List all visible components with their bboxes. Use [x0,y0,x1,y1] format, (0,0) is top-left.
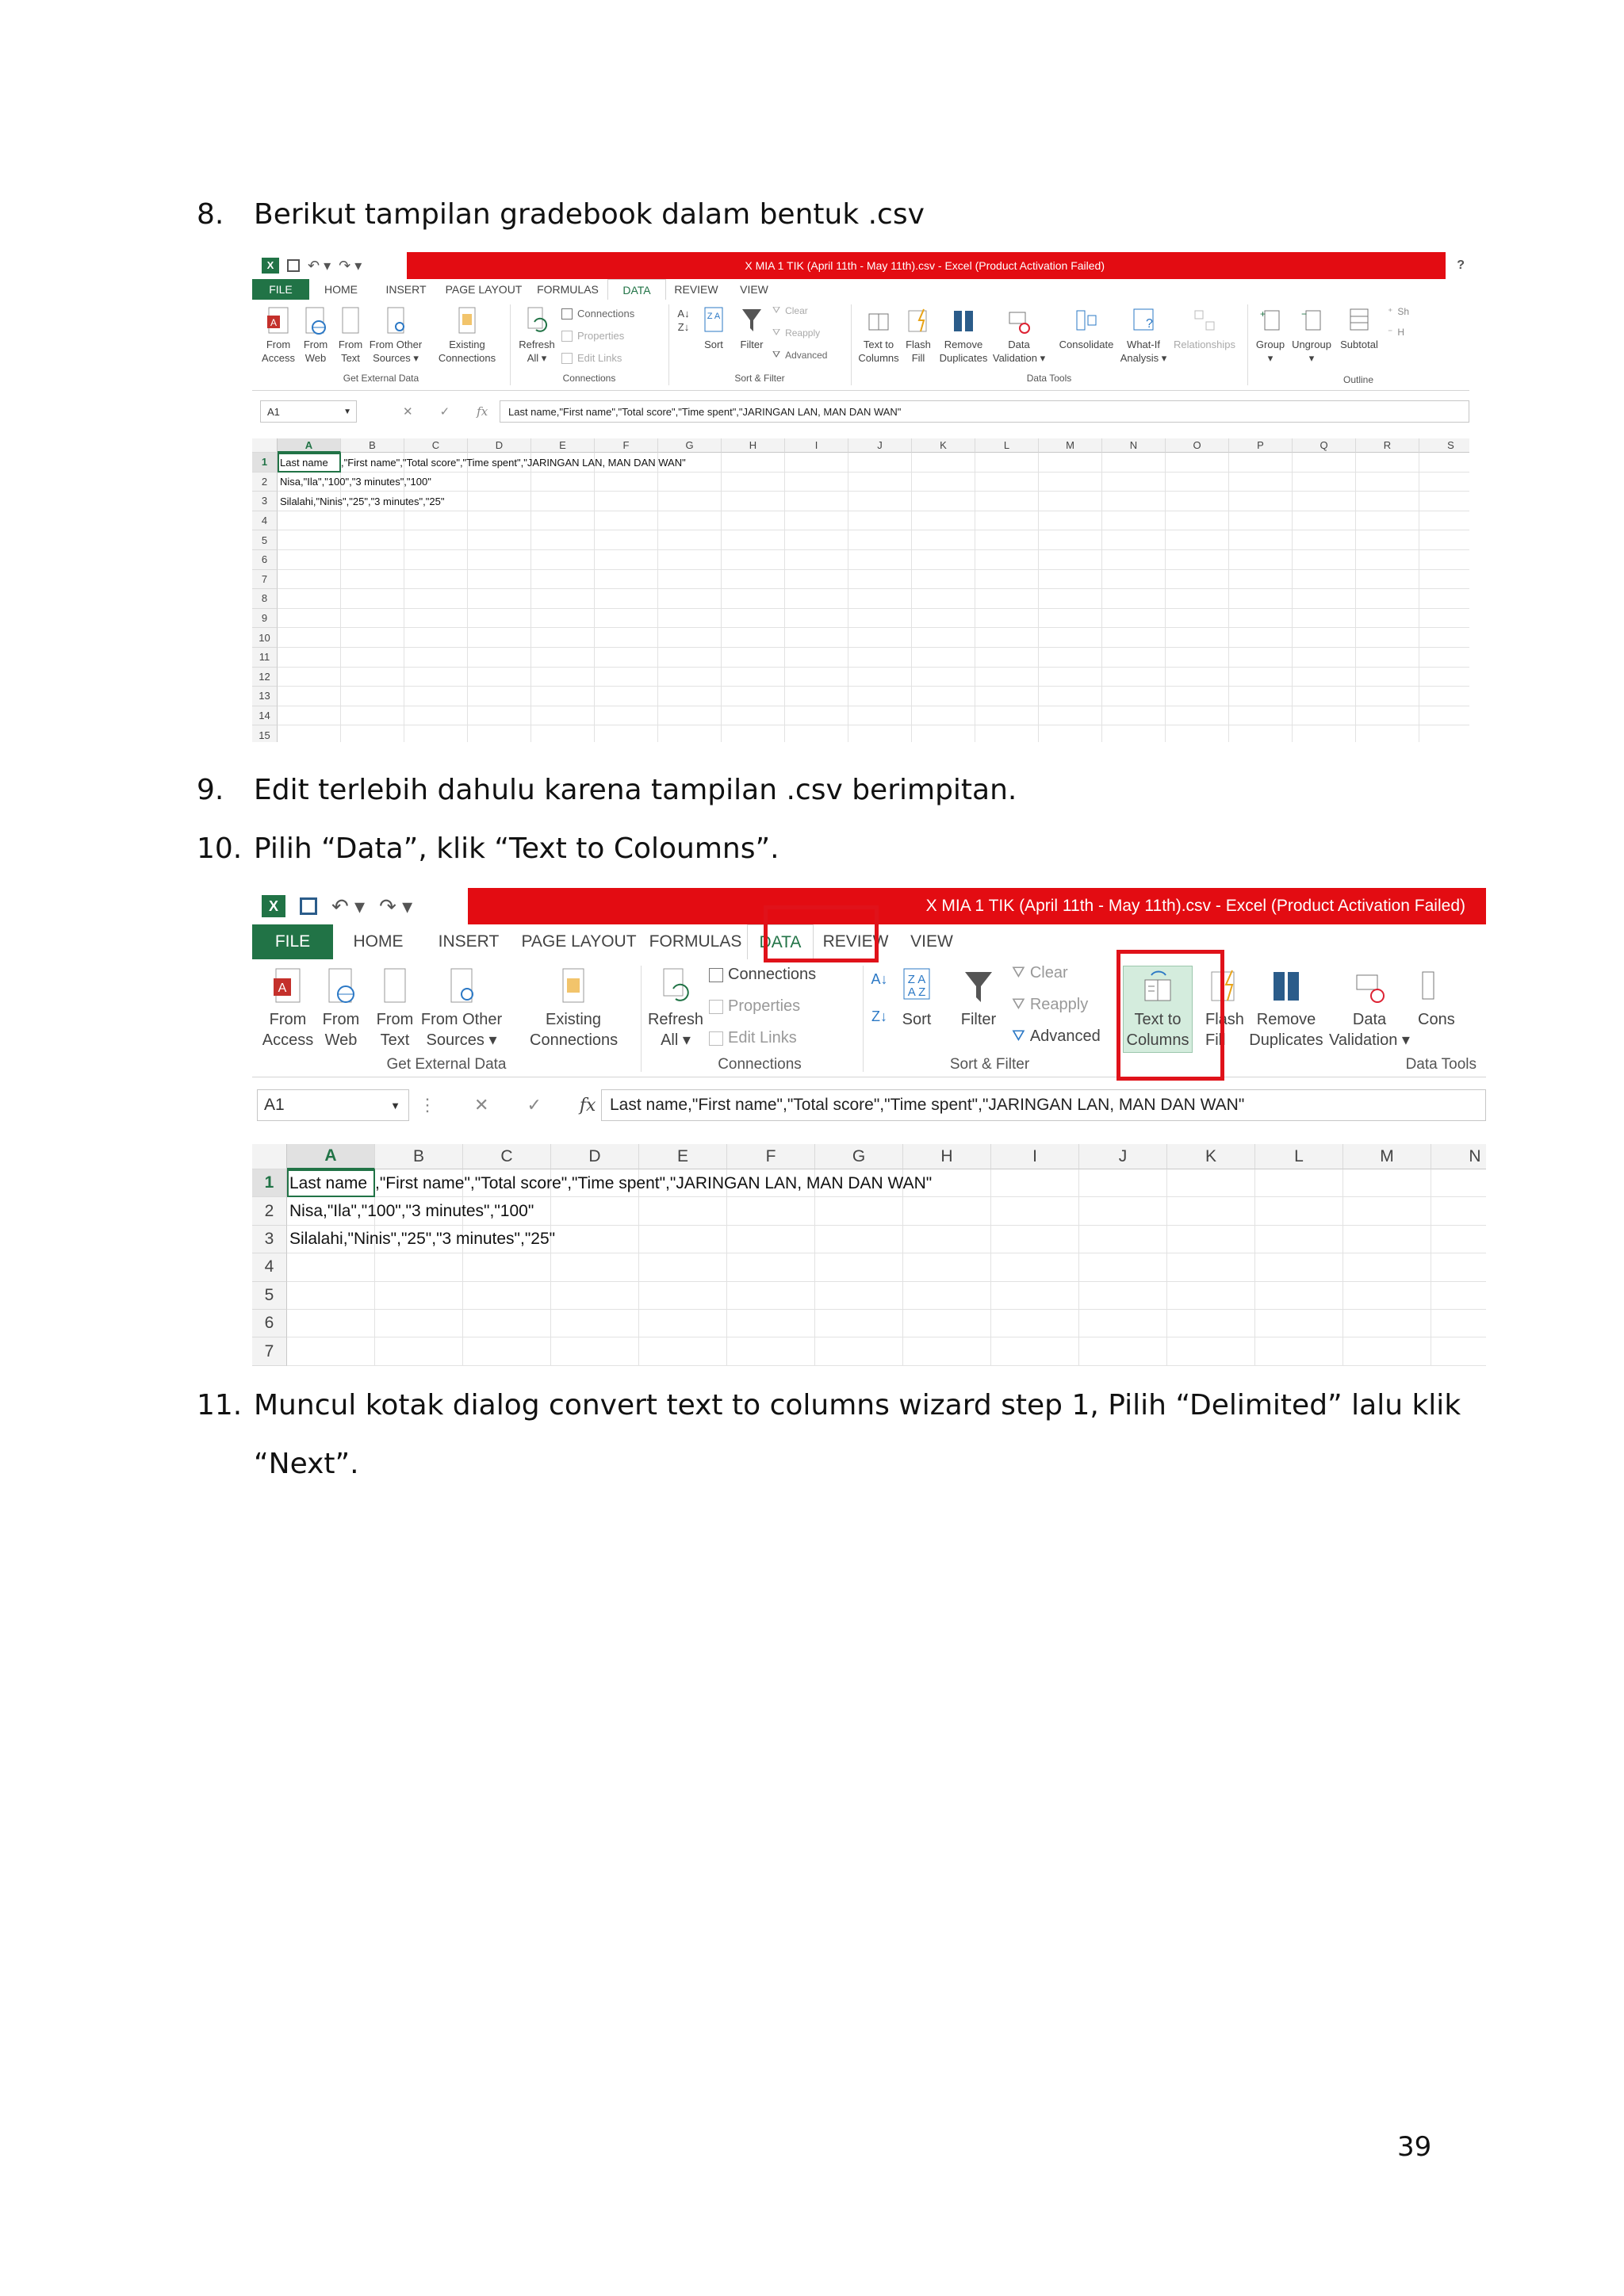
subtotal-button[interactable]: Subtotal [1335,306,1383,352]
from-text-button[interactable]: From Text [371,967,419,1050]
svg-text:Z A: Z A [907,973,926,986]
column-header-j[interactable]: J [848,438,912,453]
column-header-k[interactable]: K [1167,1144,1255,1169]
what-if-icon [1132,306,1155,336]
consolidate-icon [1418,967,1450,1007]
undo-icon[interactable]: ↶ ▾ [331,894,366,918]
row-header-3[interactable]: 3 [252,1226,287,1253]
text-to-columns-icon [867,306,891,336]
row-header-14[interactable]: 14 [252,706,278,726]
row-header-10[interactable]: 10 [252,628,278,648]
group-label-data-tools: Data Tools [1026,373,1072,384]
step-number: 10. [197,832,243,865]
sort-az-button[interactable]: A↓ Z↓ [677,308,690,333]
formula-input[interactable]: Last name,"First name","Total score","Time spent","JARINGAN LAN, MAN DAN WAN" [500,400,1469,423]
column-header-h[interactable]: H [722,438,785,453]
tab-data[interactable]: DATA [607,279,666,300]
column-header-n[interactable]: N [1102,438,1166,453]
remove-duplicates-icon [1270,967,1302,1007]
tab-formulas[interactable]: FORMULAS [537,283,599,296]
clear-button[interactable]: ⛛ Clear [1012,964,1068,982]
refresh-icon [525,306,549,336]
group-label-sort-filter: Sort & Filter [734,373,785,384]
svg-text:−: − [1301,308,1308,320]
cell-a3-text: Silalahi,"Ninis","25","3 minutes","25" [289,1230,556,1249]
column-header-g[interactable]: G [815,1144,903,1169]
column-header-b[interactable]: B [375,1144,463,1169]
show-detail-button[interactable]: ⁺ Sh [1388,306,1410,317]
row-header-7[interactable]: 7 [252,570,278,590]
from-other-sources-button[interactable]: From Other Sources ▾ [420,967,503,1050]
existing-connections-button[interactable]: Existing Connections [530,967,617,1050]
access-icon [266,306,290,336]
sort-az-button[interactable]: A↓ Z↓ [871,971,888,1024]
svg-text:A: A [278,982,287,995]
svg-text:Z A: Z A [707,312,721,321]
svg-text:A Z: A Z [907,985,926,999]
clear-icon: ⛛ [1012,964,1025,982]
column-header-o[interactable]: O [1166,438,1229,453]
hide-detail-button[interactable]: ⁻ H [1388,327,1405,338]
excel-screenshot-1 [252,252,1469,742]
sort-button[interactable]: Z A A Z Sort [894,967,939,1030]
advanced-icon: ⛛ [1012,1027,1025,1045]
row-header-5[interactable]: 5 [252,530,278,550]
step-number: 8. [197,198,224,231]
cell-a1-text: Last name [280,456,328,469]
tab-file[interactable]: FILE [252,924,333,959]
connections-button[interactable]: Connections [561,308,634,320]
tab-file[interactable]: FILE [252,279,309,300]
tab-page-layout[interactable]: PAGE LAYOUT [521,932,637,951]
text-to-columns-button[interactable]: Text to Columns [1123,967,1193,1050]
tab-page-layout[interactable]: PAGE LAYOUT [445,283,523,296]
cell-a1-overflow-text: ,"First name","Total score","Time spent","JARINGAN LAN, MAN DAN WAN" [375,1173,933,1192]
clear-button[interactable]: ⛛ Clear [772,304,808,316]
web-icon [325,967,357,1007]
refresh-icon [660,967,691,1007]
from-access-button[interactable]: A From Access [260,967,316,1050]
text-file-icon [339,306,362,336]
existing-connections-icon [557,967,589,1007]
column-header-a[interactable]: A [287,1144,375,1169]
tab-home[interactable]: HOME [324,283,358,296]
cancel-icon[interactable]: ✕ [474,1095,489,1115]
step-text: Pilih “Data”, klik “Text to Coloumns”. [254,832,779,865]
row-header-12[interactable]: 12 [252,668,278,687]
save-icon[interactable] [300,897,317,915]
flash-fill-button[interactable]: Flash Fill [1205,967,1243,1050]
other-sources-icon [384,306,408,336]
tab-insert[interactable]: INSERT [385,283,427,296]
sort-icon [703,306,725,336]
properties-button[interactable]: Properties [561,330,624,342]
spreadsheet-grid[interactable] [252,438,1469,742]
group-label-outline: Outline [1342,374,1374,385]
redo-icon[interactable]: ↷ ▾ [379,894,413,918]
from-access-button[interactable]: A From Access [259,306,298,365]
window-title: X MIA 1 TIK (April 11th - May 11th).csv - Excel (Product Activation Failed) [407,252,1446,279]
column-header-l[interactable]: L [1255,1144,1343,1169]
column-header-l[interactable]: L [975,438,1039,453]
selected-cell-a1[interactable] [278,453,341,473]
help-icon[interactable]: ? [1457,258,1465,272]
svg-text:+: + [1260,308,1266,320]
insert-function-icon[interactable]: fx [477,404,488,419]
flash-fill-button[interactable]: Flash Fill [902,306,934,365]
column-header-k[interactable]: K [912,438,975,453]
remove-duplicates-button[interactable]: Remove Duplicates [1245,967,1327,1050]
data-validation-button[interactable]: Data Validation ▾ [991,306,1047,365]
sort-button[interactable]: Z A Sort [698,306,730,352]
consolidate-button[interactable]: Consolidate [1053,306,1120,352]
reapply-button[interactable]: ⛛ Reapply [772,327,821,339]
row-header-3[interactable]: 3 [252,492,278,511]
column-header-d[interactable]: D [551,1144,639,1169]
row-header-4[interactable]: 4 [252,1253,287,1281]
group-label-sort-filter: Sort & Filter [949,1056,1030,1073]
row-header-8[interactable]: 8 [252,589,278,609]
step-number: 11. [197,1389,243,1422]
filter-button[interactable]: Filter [955,967,1002,1030]
group-button[interactable]: + Group ▾ [1253,306,1288,365]
redo-icon[interactable]: ↷ ▾ [339,257,362,274]
filter-icon [741,306,763,336]
group-label-get-external-data: Get External Data [343,373,419,384]
connections-button[interactable]: Connections [709,966,816,984]
tab-home[interactable]: HOME [353,932,404,951]
advanced-icon: ⛛ [772,349,781,360]
tab-review[interactable]: REVIEW [674,283,718,296]
data-tab-highlight [764,905,879,962]
text-to-columns-red-highlight [1116,950,1224,1081]
properties-button[interactable]: Properties [709,997,800,1016]
step-text: Edit terlebih dahulu karena tampilan .csv berimpitan. [254,774,1017,806]
column-header-g[interactable]: G [658,438,722,453]
clear-icon: ⛛ [772,304,781,316]
cell-a2-text: Nisa,"Ila","100","3 minutes","100" [289,1202,534,1221]
column-header-m[interactable]: M [1039,438,1102,453]
insert-function-icon[interactable]: fx [579,1095,596,1115]
what-if-analysis-button[interactable]: ? What-If Analysis ▾ [1120,306,1167,365]
column-header-n[interactable]: N [1431,1144,1486,1169]
connections-icon [709,968,723,982]
from-other-sources-button[interactable]: From Other Sources ▾ [368,306,423,365]
edit-links-icon [709,1031,723,1046]
other-sources-icon [446,967,477,1007]
group-label-data-tools: Data Tools [1405,1056,1477,1073]
properties-icon [561,331,573,342]
advanced-button[interactable]: ⛛ Advanced [772,349,828,361]
connections-icon [561,308,573,320]
web-icon [304,306,327,336]
page-number: 39 [1397,2131,1432,2163]
row-header-2[interactable]: 2 [252,1197,287,1225]
existing-connections-button[interactable]: Existing Connections [436,306,498,365]
row-header-13[interactable]: 13 [252,687,278,706]
excel-screenshot-2 [252,888,1486,1367]
select-all-corner[interactable] [252,1144,287,1169]
row-header-6[interactable]: 6 [252,1310,287,1337]
excel-logo-icon: X [262,895,285,917]
row-header-6[interactable]: 6 [252,550,278,570]
name-box[interactable]: A1 ▼ [260,400,357,423]
column-header-p[interactable]: P [1229,438,1293,453]
column-header-c[interactable]: C [404,438,468,453]
step-text: Berikut tampilan gradebook dalam bentuk .csv [254,198,925,231]
properties-icon [709,1000,723,1014]
cell-a2-text: Nisa,"Ila","100","3 minutes","100" [280,476,431,488]
hide-detail-icon: ⁻ [1388,327,1393,338]
row-header-1[interactable]: 1 [252,453,278,473]
column-header-e[interactable]: E [639,1144,727,1169]
tab-view[interactable]: VIEW [910,932,953,951]
row-header-2[interactable]: 2 [252,473,278,492]
edit-links-button[interactable]: Edit Links [561,352,622,364]
column-header-m[interactable]: M [1343,1144,1431,1169]
formula-input[interactable]: Last name,"First name","Total score","Time spent","JARINGAN LAN, MAN DAN WAN" [601,1089,1486,1121]
select-all-corner[interactable] [252,438,278,453]
group-label-connections: Connections [718,1056,802,1073]
reapply-icon: ⛛ [1012,996,1025,1013]
row-header-1[interactable]: 1 [252,1169,287,1197]
text-to-columns-button[interactable]: Text to Columns [856,306,901,365]
edit-links-icon [561,353,573,364]
ungroup-icon [1300,306,1323,336]
selected-cell-a1[interactable] [287,1169,375,1197]
tab-formulas[interactable]: FORMULAS [649,932,742,951]
save-icon[interactable] [287,259,300,272]
cancel-icon[interactable]: ✕ [403,405,413,419]
column-header-f[interactable]: F [595,438,658,453]
data-validation-button[interactable]: Data Validation ▾ [1327,967,1411,1050]
show-detail-icon: ⁺ [1388,306,1393,317]
reapply-button[interactable]: ⛛ Reapply [1012,996,1089,1013]
remove-duplicates-button[interactable]: Remove Duplicates [936,306,991,365]
column-header-i[interactable]: I [785,438,848,453]
tab-data[interactable]: DATA [747,924,814,960]
row-header-4[interactable]: 4 [252,511,278,531]
more-options-icon: ⋮ [419,1095,436,1115]
advanced-button[interactable]: ⛛ Advanced [1012,1027,1101,1045]
relationships-button[interactable]: Relationships [1169,306,1240,352]
relationships-icon [1193,306,1216,336]
step-text: Muncul kotak dialog convert text to columns wizard step 1, Pilih “Delimited” lalu klik [254,1389,1461,1422]
filter-button[interactable]: Filter [736,306,768,352]
column-header-a[interactable]: A [278,438,341,453]
flash-fill-icon [906,306,930,336]
spreadsheet-grid[interactable] [252,1144,1486,1367]
step-11-continued [254,1448,359,1480]
column-header-d[interactable]: D [468,438,531,453]
cell-a1-text: Last name [289,1173,368,1192]
tab-review[interactable]: REVIEW [822,932,889,951]
column-header-s[interactable]: S [1419,438,1469,453]
row-header-9[interactable]: 9 [252,609,278,629]
subtotal-icon [1347,306,1371,336]
enter-icon[interactable]: ✓ [527,1095,542,1115]
consolidate-icon [1074,306,1098,336]
column-header-q[interactable]: Q [1293,438,1356,453]
column-header-b[interactable]: B [341,438,404,453]
column-header-j[interactable]: J [1079,1144,1167,1169]
filter-icon [963,967,994,1007]
edit-links-button[interactable]: Edit Links [709,1029,797,1047]
svg-text:A: A [270,317,278,328]
ungroup-button[interactable]: − Ungroup ▾ [1288,306,1335,365]
group-label-get-external-data: Get External Data [386,1056,507,1073]
svg-text:?: ? [1146,317,1153,331]
tab-view[interactable]: VIEW [740,283,768,296]
consolidate-button[interactable]: Cons [1418,967,1486,1030]
row-header-7[interactable]: 7 [252,1337,287,1365]
row-header-5[interactable]: 5 [252,1282,287,1310]
remove-duplicates-icon [952,306,975,336]
data-validation-icon [1354,967,1385,1007]
chevron-down-icon: ▼ [343,407,351,416]
window-title: X MIA 1 TIK (April 11th - May 11th).csv - Excel (Product Activation Failed) [468,888,1486,924]
reapply-icon: ⛛ [772,327,781,338]
from-web-button[interactable]: From Web [298,306,333,365]
column-header-c[interactable]: C [463,1144,551,1169]
excel-logo-icon: X [262,258,279,274]
data-validation-icon [1007,306,1031,336]
row-header-11[interactable]: 11 [252,648,278,668]
cell-a1-overflow-text: ,"First name","Total score","Time spent","JARINGAN LAN, MAN DAN WAN" [341,456,686,469]
group-icon [1258,306,1282,336]
column-header-h[interactable]: H [903,1144,991,1169]
text-file-icon [379,967,411,1007]
tab-insert[interactable]: INSERT [438,932,500,951]
column-header-e[interactable]: E [531,438,595,453]
from-web-button[interactable]: From Web [317,967,365,1050]
cell-a3-text: Silalahi,"Ninis","25","3 minutes","25" [280,495,445,507]
from-text-button[interactable]: From Text [333,306,368,365]
refresh-all-button[interactable]: Refresh All ▾ [645,967,706,1050]
refresh-all-button[interactable]: Refresh All ▾ [517,306,557,365]
sort-icon [901,967,933,1007]
enter-icon[interactable]: ✓ [439,405,450,419]
step-number: 9. [197,774,224,806]
column-header-r[interactable]: R [1356,438,1419,453]
existing-connections-icon [455,306,479,336]
chevron-down-icon: ▼ [390,1099,400,1112]
step-text: “Next”. [254,1448,359,1480]
undo-icon[interactable]: ↶ ▾ [308,257,331,274]
row-header-15[interactable]: 15 [252,725,278,742]
name-box[interactable]: A1 ▼ [257,1089,409,1121]
access-icon [272,967,304,1007]
column-header-i[interactable]: I [991,1144,1079,1169]
column-header-f[interactable]: F [727,1144,815,1169]
group-label-connections: Connections [562,373,616,384]
